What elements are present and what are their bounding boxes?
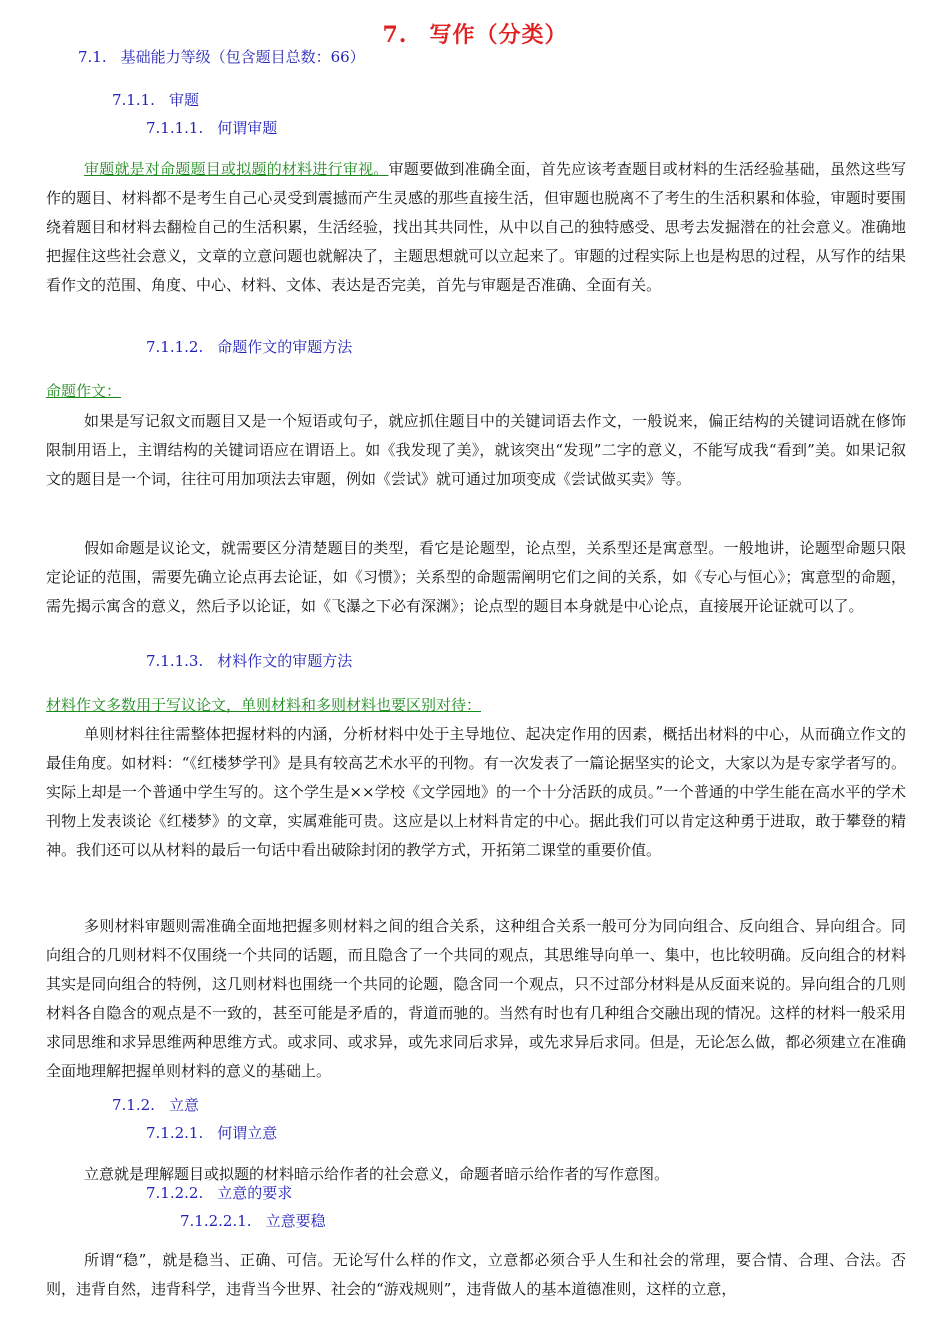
heading-text: 命题作文的审题方法 <box>217 338 353 356</box>
heading-number: 7.1.2.2. <box>146 1184 204 1202</box>
heading-number: 7.1.1.2. <box>146 338 204 356</box>
paragraph-mingti-narrative <box>46 407 906 494</box>
paragraph-text: 立意就是理解题目或拟题的材料暗示给作者的社会意义，命题者暗示给作者的写作意图。 <box>84 1165 670 1183</box>
heading-text: 材料作文的审题方法 <box>217 652 353 670</box>
heading-7-1-2 <box>112 1094 199 1115</box>
label-cailiao-zuowen: 材料作文多数用于写议论文，单则材料和多则材料也要区别对待： <box>46 696 482 714</box>
paragraph-single-material <box>46 720 906 865</box>
heading-text: 立意的要求 <box>217 1184 293 1202</box>
title-text: 写作（分类） <box>429 22 568 48</box>
heading-7-1-1 <box>112 89 199 110</box>
heading-text: 立意要稳 <box>265 1212 326 1230</box>
heading-text: 立意 <box>168 1096 199 1114</box>
paragraph-multiple-material <box>46 912 906 1086</box>
heading-7-1-2-1 <box>146 1122 277 1143</box>
heading-7-1-1-3 <box>146 650 352 671</box>
heading-text: 何谓立意 <box>217 1124 278 1142</box>
paragraph-text: 假如命题是议论文，就需要区分清楚题目的类型，看它是论题型，论点型，关系型还是寓意型。一般地讲，论题型命题只限定论证的范围，需要先确立论点再去论证，如《习惯》；关系型的命题需阐明它们之间的关系，如《专心与恒心》；寓意型的命题，需先揭示寓含的意义，然后予以论证，如《飞瀑之下必有深渊》；论点型的题目本身就是中心论点，直接展开论证就可以了。 <box>46 539 906 615</box>
label-mingti-zuowen: 命题作文： <box>46 382 122 400</box>
heading-number: 7.1.1. <box>112 91 155 109</box>
heading-7-1-1-2 <box>146 336 352 357</box>
title-number: 7. <box>382 22 408 48</box>
heading-number: 7.1.2.1. <box>146 1124 204 1142</box>
heading-text: 审题 <box>168 91 199 109</box>
heading-number: 7.1.2.2.1. <box>180 1212 252 1230</box>
paragraph-mingti-argument <box>46 534 906 621</box>
highlight-definition: 审题就是对命题题目或拟题的材料进行审视。 <box>84 160 389 178</box>
page-title <box>0 18 950 49</box>
heading-number: 7.1. <box>78 48 107 66</box>
paragraph-text: 所谓“稳”，就是稳当、正确、可信。无论写什么样的作文，立意都必须合乎人生和社会的常理，要合情、合理、合法。否则，违背自然，违背科学，违背当今世界、社会的“游戏规则”，违背做人的基本道德准则，这样的立意， <box>46 1251 906 1298</box>
paragraph-text: 审题要做到准确全面，首先应该考查题目或材料的生活经验基础，虽然这些写作的题目、材料都不是考生自己心灵受到震撼而产生灵感的那些直接生活，但审题也脱离不了考生的生活积累和体验，审题时要围绕着题目和材料去翻检自己的生活积累，生活经验，找出其共同性，从中以自己的独特感受、思考去发掘潜在的社会意义。准确地把握住这些社会意义，文章的立意问题也就解决了，主题思想就可以立起来了。审题的过程实际上也是构思的过程，从写作的结果看作文的范围、角度、中心、材料、文体、表达是否完美，首先与审题是否准确、全面有关。 <box>46 160 906 294</box>
paragraph-text: 多则材料审题则需准确全面地把握多则材料之间的组合关系，这种组合关系一般可分为同向组合、反向组合、异向组合。同向组合的几则材料不仅围绕一个共同的话题，而且隐含了一个共同的观点，其思维导向单一、集中，也比较明确。反向组合的材料其实是同向组合的特例，这几则材料也围绕一个共同的论题，隐含同一个观点，只不过部分材料是从反面来说的。异向组合的几则材料各自隐含的观点是不一致的，甚至可能是矛盾的，背道而驰的。当然有时也有几种组合交融出现的情况。这样的材料一般采用求同思维和求异思维两种思维方式。或求同、或求异，或先求同后求异，或先求异后求同。但是，无论怎么做，都必须建立在准确全面地理解把握单则材料的意义的基础上。 <box>46 917 906 1080</box>
paragraph-shenti-definition <box>46 155 906 300</box>
heading-7-1-2-2 <box>146 1182 292 1203</box>
paragraph-text: 如果是写记叙文而题目又是一个短语或句子，就应抓住题目中的关键词语去作文，一般说来，偏正结构的关键词语就在修饰限制用语上，主谓结构的关键词语应在谓语上。如《我发现了美》，就该突出“发现”二字的意义，不能写成我“看到”美。如果记叙文的题目是一个词，往往可用加项法去审题，例如《尝试》就可通过加项变成《尝试做买卖》等。 <box>46 412 906 488</box>
heading-number: 7.1.1.3. <box>146 652 204 670</box>
heading-number: 7.1.2. <box>112 1096 155 1114</box>
heading-7-1-2-2-1 <box>180 1210 326 1231</box>
heading-text: 何谓审题 <box>217 119 278 137</box>
paragraph-text: 单则材料往往需整体把握材料的内涵，分析材料中处于主导地位、起决定作用的因素，概括出材料的中心，从而确立作文的最佳角度。如材料：“《红楼梦学刊》是具有较高艺术水平的刊物。有一次发表了一篇论据坚实的论文，大家以为是专家学者写的。实际上却是一个普通中学生写的。这个学生是××学校《文学园地》的一个十分活跃的成员。”一个普通的中学生能在高水平的学术刊物上发表谈论《红楼梦》的文章，实属难能可贵。这应是以上材料肯定的中心。据此我们可以肯定这种勇于进取，敢于攀登的精神。我们还可以从材料的最后一句话中看出破除封闭的教学方式，开拓第二课堂的重要价值。 <box>46 725 906 859</box>
heading-number: 7.1.1.1. <box>146 119 204 137</box>
heading-7-1 <box>78 46 365 67</box>
heading-text: 基础能力等级（包含题目总数：66） <box>120 48 365 66</box>
heading-7-1-1-1 <box>146 117 277 138</box>
paragraph-liyi-wen <box>46 1246 906 1304</box>
